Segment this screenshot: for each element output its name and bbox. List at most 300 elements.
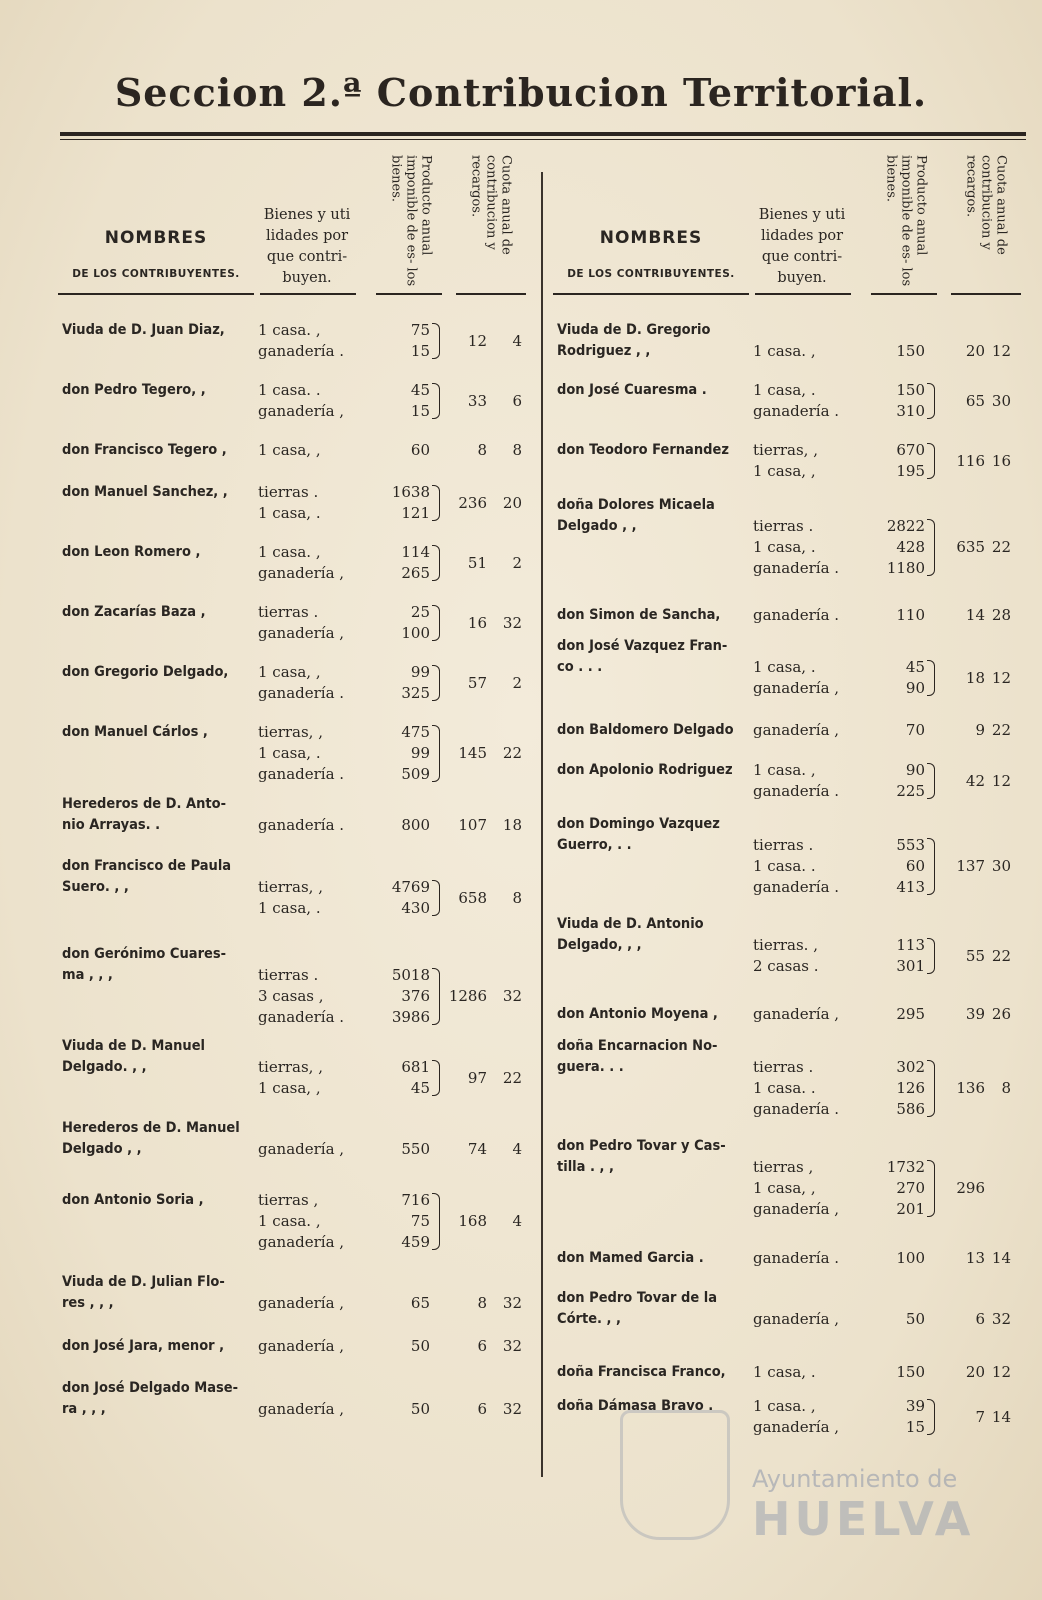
tax-quota-reales: 33	[467, 392, 487, 410]
property-items	[753, 1136, 845, 1220]
contributor-name-line: don José Delgado Mase-	[62, 1380, 239, 1396]
taxable-product-values	[863, 605, 925, 626]
property-item	[258, 944, 350, 965]
property-item: 2 casas .	[753, 957, 819, 975]
property-item	[258, 794, 350, 815]
contributor-name	[557, 495, 753, 537]
tax-quota-maravedis: 8	[512, 441, 522, 459]
property-item: ganadería ,	[753, 1310, 840, 1328]
taxable-product-value: 150	[896, 1363, 925, 1381]
taxable-product-value: 15	[410, 342, 430, 360]
tax-quota-reales: 8	[477, 441, 487, 459]
watermark-line2: HUELVA	[752, 1492, 975, 1546]
property-items	[258, 542, 350, 584]
tax-quota-maravedis: 4	[512, 1140, 522, 1158]
taxable-product-value: 586	[896, 1100, 925, 1118]
property-items	[753, 605, 845, 626]
taxable-product-value: 270	[896, 1179, 925, 1197]
taxable-product-values	[368, 542, 430, 584]
tax-quota-maravedis: 16	[991, 452, 1011, 470]
property-item	[753, 914, 845, 935]
property-item: tierras .	[258, 966, 319, 984]
taxable-product-value: 376	[401, 987, 430, 1005]
property-items	[258, 662, 350, 704]
tax-quota-maravedis: 20	[502, 494, 522, 512]
taxable-product-value	[863, 814, 925, 835]
taxable-product-value	[863, 1036, 925, 1057]
contributor-name	[557, 320, 753, 362]
header-underline	[58, 293, 254, 295]
taxable-product-value: 509	[401, 765, 430, 783]
taxable-product-value: 45	[410, 381, 430, 399]
tax-quota-maravedis: 2	[512, 674, 522, 692]
taxable-product-values	[863, 440, 925, 482]
tax-quota-maravedis: 22	[991, 947, 1011, 965]
header-bienes: Bienes y uti lidades por que contri- buyen.	[263, 207, 351, 286]
contributor-name	[62, 440, 258, 461]
taxable-product-values	[368, 602, 430, 644]
property-item: 1 casa, .	[753, 1363, 816, 1381]
property-item	[753, 636, 845, 657]
taxable-product-value: 5018	[391, 966, 430, 984]
property-item	[258, 1378, 350, 1399]
contributor-name-line: doña Encarnacion No-	[557, 1038, 718, 1054]
taxable-product-value: 1180	[886, 559, 925, 577]
taxable-product-value: 65	[410, 1294, 430, 1312]
grouping-brace	[927, 519, 935, 576]
taxable-product-values	[863, 720, 925, 741]
tax-quota-reales: 20	[965, 1363, 985, 1381]
property-items	[753, 1288, 845, 1330]
property-item: ganadería .	[753, 878, 840, 896]
contributor-name-line: nio Arrayas. .	[62, 817, 161, 833]
taxable-product-values	[368, 1336, 430, 1357]
contributor-name	[62, 1336, 258, 1357]
tax-quota-reales: 658	[458, 889, 487, 907]
contributor-name	[557, 914, 753, 956]
taxable-product-values	[863, 760, 925, 802]
taxable-product-value: 3986	[391, 1008, 430, 1026]
property-item: ganadería ,	[753, 679, 840, 697]
grouping-brace	[927, 1060, 935, 1117]
tax-quota-maravedis: 18	[502, 816, 522, 834]
property-item: ganadería ,	[258, 1294, 345, 1312]
contributor-name	[557, 1288, 753, 1330]
property-item: tierras ,	[258, 1191, 319, 1209]
taxable-product-value: 430	[401, 899, 430, 917]
property-items	[753, 814, 845, 898]
property-items	[753, 495, 845, 579]
property-item: 1 casa. ,	[753, 761, 816, 779]
tax-quota-reales: 145	[458, 744, 487, 762]
property-item: 1 casa, .	[753, 381, 816, 399]
contributor-name-line: Delgado , ,	[557, 518, 637, 534]
tax-quota-reales: 107	[458, 816, 487, 834]
property-item: 1 casa, .	[753, 538, 816, 556]
taxable-product-values	[368, 482, 430, 524]
contributor-name	[62, 1190, 258, 1211]
property-item: ganadería ,	[258, 402, 345, 420]
property-item: tierras, ,	[258, 878, 323, 896]
taxable-product-value: 150	[896, 342, 925, 360]
property-items	[258, 1378, 350, 1420]
property-items	[258, 794, 350, 836]
taxable-product-value: 39	[905, 1397, 925, 1415]
contributor-name-line: don Pedro Tovar de la	[557, 1290, 718, 1306]
taxable-product-value: 90	[905, 761, 925, 779]
contributor-name-line: don José Cuaresma .	[557, 382, 707, 398]
grouping-brace	[432, 880, 440, 916]
header-cuota	[458, 155, 524, 290]
grouping-brace	[927, 1160, 935, 1217]
contributor-name	[62, 482, 258, 503]
tax-quota-maravedis: 8	[512, 889, 522, 907]
taxable-product-value: 75	[410, 1212, 430, 1230]
taxable-product-values	[863, 814, 925, 898]
contributor-name-line: Viuda de D. Julian Flo-	[62, 1274, 225, 1290]
property-item: 1 casa. ,	[258, 543, 321, 561]
contributor-name-line: Delgado, , ,	[557, 937, 642, 953]
property-item	[258, 1036, 350, 1057]
property-item: 1 casa, .	[258, 899, 321, 917]
taxable-product-value: 550	[401, 1140, 430, 1158]
tax-quota-maravedis: 22	[502, 744, 522, 762]
contributor-name-line: ra , , ,	[62, 1401, 106, 1417]
contributor-name-line: don Teodoro Fernandez	[557, 442, 729, 458]
contributor-name	[62, 320, 258, 341]
tax-quota-maravedis: 6	[512, 392, 522, 410]
taxable-product-value: 716	[401, 1191, 430, 1209]
tax-quota-reales: 635	[956, 538, 985, 556]
tax-quota-maravedis: 12	[991, 1363, 1011, 1381]
property-item	[753, 1136, 845, 1157]
taxable-product-value: 50	[905, 1310, 925, 1328]
tax-quota-maravedis: 28	[991, 606, 1011, 624]
tax-quota-reales: 39	[965, 1005, 985, 1023]
taxable-product-value: 90	[905, 679, 925, 697]
tax-quota-reales: 18	[965, 669, 985, 687]
property-item: ganadería .	[753, 782, 840, 800]
tax-quota-maravedis: 30	[991, 392, 1011, 410]
taxable-product-value: 75	[410, 321, 430, 339]
taxable-product-value: 428	[896, 538, 925, 556]
tax-quota-maravedis: 30	[991, 857, 1011, 875]
contributor-name-line: don Gerónimo Cuares-	[62, 946, 227, 962]
contributor-name-line: guera. . .	[557, 1059, 624, 1075]
property-item: ganadería .	[258, 816, 345, 834]
grouping-brace	[432, 545, 440, 581]
contributor-name-line: don Francisco Tegero ,	[62, 442, 227, 458]
taxable-product-values	[368, 944, 430, 1028]
property-item: ganadería ,	[258, 1337, 345, 1355]
right-column	[553, 150, 1025, 1436]
property-item	[258, 1272, 350, 1293]
contributor-name	[62, 602, 258, 623]
header-names	[553, 228, 749, 280]
property-item: tierras. ,	[753, 936, 818, 954]
tax-quota-reales: 6	[975, 1310, 985, 1328]
taxable-product-value	[368, 856, 430, 877]
tax-quota-reales: 57	[467, 674, 487, 692]
property-items	[258, 602, 350, 644]
contributor-name-line: ma , , ,	[62, 967, 113, 983]
taxable-product-values	[368, 1378, 430, 1420]
contributor-name-line: don Mamed Garcia .	[557, 1250, 704, 1266]
tax-quota-reales: 20	[965, 342, 985, 360]
property-item	[753, 495, 845, 516]
property-items	[258, 944, 350, 1028]
tax-quota-maravedis: 2	[512, 554, 522, 572]
grouping-brace	[432, 485, 440, 521]
tax-quota-reales: 236	[458, 494, 487, 512]
property-item: 1 casa. .	[753, 857, 816, 875]
property-item: 1 casa, ,	[258, 441, 321, 459]
contributor-name-line: doña Francisca Franco,	[557, 1364, 726, 1380]
taxable-product-value: 265	[401, 564, 430, 582]
contributor-name	[557, 1004, 753, 1025]
contributor-name-line: don Leon Romero ,	[62, 544, 201, 560]
property-items	[753, 1248, 845, 1269]
taxable-product-values	[863, 380, 925, 422]
grouping-brace	[432, 323, 440, 359]
contributor-name-line: Viuda de D. Gregorio	[557, 322, 711, 338]
taxable-product-value: 100	[401, 624, 430, 642]
taxable-product-value: 70	[905, 721, 925, 739]
tax-quota-reales: 7	[975, 1408, 985, 1426]
taxable-product-value: 301	[896, 957, 925, 975]
grouping-brace	[432, 605, 440, 641]
grouping-brace	[927, 763, 935, 799]
contributor-name	[62, 1036, 258, 1078]
tax-quota-maravedis: 26	[991, 1005, 1011, 1023]
taxable-product-value: 15	[410, 402, 430, 420]
taxable-product-value: 114	[401, 543, 430, 561]
contributor-name-line: don Baldomero Delgado	[557, 722, 734, 738]
taxable-product-value: 45	[905, 658, 925, 676]
contributor-name	[557, 814, 753, 856]
contributor-name	[557, 636, 753, 678]
property-item: tierras, ,	[753, 441, 818, 459]
property-item: ganadería ,	[753, 721, 840, 739]
property-item: ganadería ,	[258, 624, 345, 642]
contributor-name	[557, 1136, 753, 1178]
contributor-name	[62, 1378, 258, 1420]
taxable-product-value	[368, 944, 430, 965]
header-names-sub: DE LOS CONTRIBUYENTES.	[72, 268, 240, 280]
taxable-product-value: 1732	[886, 1158, 925, 1176]
taxable-product-value: 126	[896, 1079, 925, 1097]
tax-quota-reales: 13	[965, 1249, 985, 1267]
taxable-product-values	[863, 1248, 925, 1269]
contributor-name-line: don Simon de Sancha,	[557, 607, 721, 623]
contributor-name-line: Suero. , ,	[62, 879, 129, 895]
left-column	[58, 150, 528, 1418]
taxable-product-value: 121	[401, 504, 430, 522]
property-item: tierras ,	[753, 1158, 814, 1176]
contributor-name	[62, 542, 258, 563]
property-items	[753, 380, 845, 422]
tax-quota-maravedis: 12	[991, 669, 1011, 687]
taxable-product-value: 1638	[391, 483, 430, 501]
property-items	[753, 1362, 845, 1383]
taxable-product-values	[368, 1190, 430, 1253]
header-underline	[260, 293, 356, 295]
taxable-product-value: 302	[896, 1058, 925, 1076]
taxable-product-value: 15	[905, 1418, 925, 1436]
property-item	[753, 1036, 845, 1057]
property-items	[258, 440, 350, 461]
tax-quota-maravedis: 22	[502, 1069, 522, 1087]
title-rule	[60, 132, 1026, 136]
tax-quota-maravedis: 12	[991, 342, 1011, 360]
taxable-product-value	[863, 914, 925, 935]
taxable-product-value: 99	[410, 663, 430, 681]
property-item: ganadería .	[258, 765, 345, 783]
header-names-main: NOMBRES	[104, 228, 208, 248]
taxable-product-value: 100	[896, 1249, 925, 1267]
taxable-product-values	[368, 380, 430, 422]
property-item: ganadería ,	[258, 1140, 345, 1158]
property-items	[753, 636, 845, 699]
header-bienes: Bienes y uti lidades por que contri- buyen.	[758, 207, 846, 286]
property-items	[258, 1118, 350, 1160]
contributor-name-line: don Antonio Moyena ,	[557, 1006, 718, 1022]
property-item: 1 casa. ,	[258, 1212, 321, 1230]
taxable-product-value: 475	[401, 723, 430, 741]
taxable-product-value: 50	[410, 1337, 430, 1355]
property-item: ganadería .	[258, 684, 345, 702]
property-item	[258, 856, 350, 877]
contributor-name-line: don Pedro Tegero, ,	[62, 382, 206, 398]
header-producto-text: Producto anual imponible de es- los bienes.	[388, 155, 434, 287]
taxable-product-value	[863, 1288, 925, 1309]
tax-quota-reales: 8	[477, 1294, 487, 1312]
tax-quota-reales: 116	[956, 452, 985, 470]
taxable-product-value: 60	[905, 857, 925, 875]
page-title: Seccion 2.ª Contribucion Territorial.	[114, 70, 928, 115]
header-underline	[376, 293, 442, 295]
taxable-product-value: 681	[401, 1058, 430, 1076]
tax-quota-maravedis: 22	[991, 721, 1011, 739]
property-item: ganadería .	[753, 1100, 840, 1118]
contributor-name-line: Delgado. , ,	[62, 1059, 147, 1075]
tax-quota-reales: 14	[965, 606, 985, 624]
header-cuota	[953, 155, 1019, 290]
contributor-name	[62, 380, 258, 401]
property-item: 1 casa. .	[258, 381, 321, 399]
contributor-name	[62, 1272, 258, 1314]
right-table-header	[553, 150, 1025, 300]
taxable-product-value	[368, 1378, 430, 1399]
taxable-product-value: 553	[896, 836, 925, 854]
contributor-name	[62, 722, 258, 743]
property-items	[258, 856, 350, 919]
contributor-name-line: don Zacarías Baza ,	[62, 604, 206, 620]
property-items	[258, 320, 350, 362]
property-items	[258, 1036, 350, 1099]
taxable-product-values	[368, 1118, 430, 1160]
header-underline	[553, 293, 749, 295]
taxable-product-value: 50	[410, 1400, 430, 1418]
tax-quota-reales: 136	[956, 1079, 985, 1097]
taxable-product-values	[863, 1004, 925, 1025]
taxable-product-value: 45	[410, 1079, 430, 1097]
taxable-product-value	[368, 1272, 430, 1293]
property-items	[753, 440, 845, 482]
grouping-brace	[432, 725, 440, 782]
contributor-name-line: doña Dámasa Bravo .	[557, 1398, 714, 1414]
taxable-product-values	[368, 662, 430, 704]
tax-quota-reales: 74	[467, 1140, 487, 1158]
tax-quota-maravedis: 32	[502, 614, 522, 632]
property-item: tierras .	[753, 836, 814, 854]
tax-quota-maravedis: 4	[512, 332, 522, 350]
property-item: ganadería ,	[753, 1418, 840, 1436]
property-item: ganadería .	[753, 402, 840, 420]
tax-quota-reales: 137	[956, 857, 985, 875]
property-item: 1 casa. ,	[258, 321, 321, 339]
grouping-brace	[927, 938, 935, 974]
contributor-name-line: Córte. , ,	[557, 1311, 622, 1327]
taxable-product-value: 60	[410, 441, 430, 459]
contributor-name-line: Herederos de D. Manuel	[62, 1120, 240, 1136]
column-divider	[541, 172, 543, 1477]
header-underline	[456, 293, 526, 295]
contributor-name	[557, 440, 753, 461]
grouping-brace	[927, 660, 935, 696]
grouping-brace	[927, 383, 935, 419]
taxable-product-value	[368, 1118, 430, 1139]
contributor-name-line: don José Jara, menor ,	[62, 1338, 225, 1354]
contributor-name	[557, 720, 753, 741]
tax-quota-reales: 6	[477, 1400, 487, 1418]
taxable-product-value	[863, 495, 925, 516]
taxable-product-values	[863, 320, 925, 362]
taxable-product-values	[368, 856, 430, 919]
contributor-name-line: don Domingo Vazquez	[557, 816, 720, 832]
taxable-product-value: 800	[401, 816, 430, 834]
header-underline	[951, 293, 1021, 295]
property-item: 1 casa. .	[753, 1079, 816, 1097]
contributor-name-line: don Apolonio Rodriguez	[557, 762, 733, 778]
header-cuota-text: Cuota anual de contribucion y recargos.	[468, 155, 514, 255]
header-names	[58, 228, 254, 280]
property-item	[753, 814, 845, 835]
property-item: ganadería .	[753, 1249, 840, 1267]
taxable-product-value: 195	[896, 462, 925, 480]
tax-quota-maravedis: 32	[502, 1294, 522, 1312]
tax-quota-maravedis: 32	[502, 1400, 522, 1418]
taxable-product-values	[368, 440, 430, 461]
header-cuota-text: Cuota anual de contribucion y recargos.	[963, 155, 1009, 255]
contributor-name	[62, 1118, 258, 1160]
tax-quota-maravedis: 8	[1001, 1079, 1011, 1097]
property-item: 1 casa, ,	[258, 1079, 321, 1097]
contributor-name	[62, 944, 258, 986]
taxable-product-values	[863, 1288, 925, 1330]
tax-quota-reales: 51	[467, 554, 487, 572]
taxable-product-value	[863, 636, 925, 657]
contributor-name	[557, 1248, 753, 1269]
taxable-product-values	[863, 1036, 925, 1120]
property-item: ganadería ,	[258, 564, 345, 582]
property-item: ganadería .	[258, 342, 345, 360]
property-item: tierras, ,	[258, 723, 323, 741]
tax-quota-maravedis: 12	[991, 772, 1011, 790]
property-item: 1 casa, ,	[753, 1179, 816, 1197]
contributor-name	[557, 1036, 753, 1078]
grouping-brace	[927, 1399, 935, 1435]
